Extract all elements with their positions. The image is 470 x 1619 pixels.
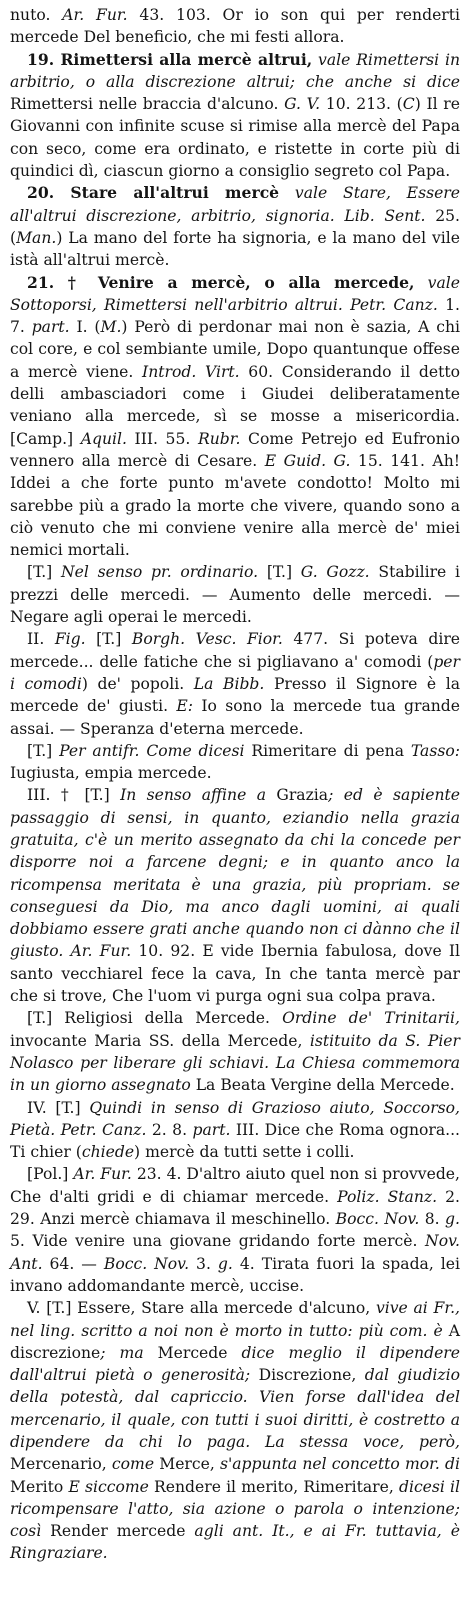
- text-run: vive ai Fr., nel ling. scritto a noi non è morto in tutto: più com. è: [10, 1299, 460, 1340]
- text-run: Presso il Signore è la mercede de' giusti.: [10, 674, 461, 716]
- text-run: E Guid. G.: [264, 451, 351, 470]
- text-run: Bocc. Nov.: [103, 1254, 190, 1273]
- text-run: E siccome: [68, 1477, 149, 1496]
- text-run: ) mercè da tutti sette i colli.: [134, 1143, 355, 1162]
- text-run: 2. 8.: [146, 1120, 193, 1139]
- entry-paragraph-p_t3: [10, 1007, 460, 1096]
- text-run: 10. 92. E vide Ibernia fabulosa, dove Il santo vecchiarel fece la cava, In che tanta mercè par che si trove, Che l'uom vi purga ogni sua colpa prava.: [10, 942, 460, 1006]
- text-run: Mercede: [143, 1343, 242, 1362]
- text-run: M.: [100, 318, 122, 337]
- text-run: ) de' popoli.: [81, 674, 194, 693]
- text-run: ) La mano del forte ha signoria, e la mano del vile istà all'altrui mercè.: [10, 228, 460, 270]
- text-run: Poliz. Stanz.: [337, 1187, 438, 1206]
- text-run: Bocc. Nov.: [335, 1210, 420, 1229]
- text-run: [T.]: [27, 563, 61, 582]
- text-run: 4. Tirata fuori la spada, lei invano addomandante mercè, uccise.: [10, 1254, 460, 1295]
- text-run: 8.: [419, 1210, 446, 1229]
- text-run: A discrezione: [10, 1321, 461, 1362]
- text-run: Discrezione,: [250, 1366, 365, 1385]
- text-run: 21. † Venire a mercè, o alla mercede,: [27, 272, 415, 292]
- text-run: come: [111, 1455, 155, 1474]
- text-run: chiede: [81, 1143, 135, 1162]
- text-run: Render mercede: [41, 1522, 195, 1541]
- text-run: Ar. Fur.: [62, 6, 128, 24]
- text-run: 25. (: [10, 206, 460, 247]
- text-run: V. [T.] Essere, Stare alla mercede d'alcuno,: [27, 1299, 376, 1318]
- text-run: IV. [T.]: [27, 1098, 90, 1117]
- text-run: Io sono la mercede tua grande assai. — Speranza d'eterna mercede.: [10, 697, 460, 738]
- text-run: part.: [31, 318, 70, 337]
- entry-paragraph-pII: [10, 628, 460, 739]
- text-run: Rendere il merito, Rimeritare,: [148, 1477, 399, 1496]
- entry-paragraph-p_t1: [10, 561, 460, 628]
- text-run: II.: [27, 630, 55, 649]
- text-run: ) Però di perdonar mai non è sazia, A chi col core, e col sembiante umile, Dopo quantunque offese a mercè viene.: [10, 318, 460, 381]
- text-run: Nel senso pr. ordinario.: [60, 563, 259, 582]
- entry-paragraph-p0: [10, 4, 460, 49]
- entry-paragraph-pV: [10, 1297, 460, 1565]
- text-run: III. † [T.]: [27, 786, 121, 805]
- text-run: part.: [192, 1120, 231, 1139]
- text-run: Introd. Virt.: [142, 362, 240, 381]
- entry-paragraph-p21: [10, 272, 460, 562]
- text-run: G. Gozz.: [300, 563, 370, 582]
- text-run: Per antifr. Come dicesi: [59, 741, 245, 760]
- text-run: Iugiusta, empia mercede.: [10, 764, 212, 783]
- text-run: 64. —: [42, 1254, 104, 1273]
- text-run: Grazia: [266, 786, 329, 805]
- text-run: G. V.: [284, 95, 321, 114]
- text-run: E:: [176, 697, 194, 716]
- text-run: 10. 213. (: [320, 95, 403, 114]
- text-run: Petr. Canz.: [60, 1120, 147, 1139]
- text-run: istituito da S. Pier Nolasco per liberare gli schiavi. La Chiesa commemora in un giorno assegnato: [10, 1031, 460, 1095]
- entry-paragraph-p19: [10, 49, 460, 183]
- text-run: 2. 29. Anzi mercè chiamava il meschinello.: [10, 1187, 460, 1229]
- text-run: I. (: [69, 318, 101, 337]
- text-run: Aquil.: [80, 429, 127, 448]
- text-run: La Beata Vergine della Mercede.: [190, 1076, 455, 1095]
- text-run: In senso affine a: [120, 786, 266, 805]
- text-run: Merce,: [154, 1455, 220, 1474]
- text-run: [T.] Religiosi della Mercede.: [27, 1009, 283, 1028]
- text-run: vale Stare, Essere all'altrui discrezione, arbitrio, signoria. Lib. Sent.: [10, 184, 460, 225]
- text-run: Quindi in senso di: [89, 1098, 243, 1117]
- text-run: vale Sottoporsi, Rimettersi nell'arbitrio altrui. Petr. Canz.: [10, 273, 460, 314]
- entry-paragraph-p_pol: [10, 1163, 460, 1297]
- text-run: 15. 141. Ah! Iddei a che forte punto m'avete condotto! Molto mi sarebbe più a grado la morte che vivere, quando sono a ciò venuto che mi conviene venire alla mercè de' miei nemici mortali.: [10, 451, 460, 560]
- text-run: 5. Vide venire una giovane gridando forte mercè.: [10, 1232, 426, 1251]
- text-run: III. Dice che Roma ognora... Ti chier (: [10, 1120, 460, 1162]
- text-run: Come Petrejo ed Eufronio vennero alla mercè di Cesare.: [10, 429, 461, 470]
- text-run: Grazioso aiuto, Soccorso, Pietà.: [10, 1098, 460, 1139]
- text-run: Rubr.: [197, 429, 241, 448]
- text-run: ) Il re Giovanni con infinite scuse si rimise alla mercè del Papa con seco, come era ordinato, e ristette in corte più di quindici dì, ciascun giorno a consiglio segreto col Papa.: [10, 95, 460, 181]
- text-run: nuto.: [10, 6, 63, 24]
- text-run: per i comodi: [10, 652, 460, 693]
- entry-paragraph-p20: [10, 182, 460, 271]
- text-run: Merito: [10, 1477, 69, 1496]
- text-run: Stabilire i prezzi delle mercedi. — Aumento delle mercedi. — Negare agli operai le mercedi.: [10, 563, 460, 627]
- text-run: dice meglio il dipendere dall'altrui pietà o generosità;: [10, 1343, 460, 1385]
- text-run: 60. Considerando il detto delli ambasciadori come i Giudei deliberatamente veniano alla mercede, sì se mosse a misericordia. [Camp.]: [10, 362, 460, 448]
- text-run: [T.]: [258, 563, 301, 582]
- text-run: invocante Maria SS. della Mercede,: [10, 1031, 310, 1050]
- text-run: 19. Rimettersi alla mercè altrui,: [27, 49, 313, 69]
- text-run: Mercenario,: [10, 1455, 112, 1474]
- text-run: Ringraziare.: [10, 1544, 108, 1563]
- text-run: Rimeritare di pena: [244, 741, 411, 760]
- text-run: g.: [217, 1254, 233, 1273]
- text-run: dicesi il ricompensare l'atto, sia azione o parola o intenzione; così: [10, 1477, 461, 1541]
- text-run: vale Rimettersi in arbitrio, o alla discrezione altrui; che anche si dice: [10, 50, 461, 91]
- text-run: 3.: [189, 1254, 218, 1273]
- text-run: 477. Si poteva dire mercede... delle fatiche che si pigliavano a' comodi (: [10, 630, 460, 671]
- entry-paragraph-p_t2: [10, 740, 460, 785]
- text-run: Ar. Fur.: [73, 1165, 132, 1184]
- text-run: [T.]: [85, 630, 132, 649]
- text-run: 43. 103. Or io son qui per renderti mercede Del beneficio, che mi festi allora.: [10, 6, 460, 47]
- text-run: La Bibb.: [193, 674, 265, 693]
- text-run: ; ed è sapiente passaggio di sensi, in quanto, eziandio nella grazia gratuita, c'è un merito assegnato da chi la concede per disporre noi a farcene degni; e in quanto anco la ricompensa meritata è una grazia, più propriam. se conseguesi da Dio, ma anco dagli uomini, ai quali dobbiamo essere grati anche quando non ci dànno che il giusto. Ar. Fur.: [10, 786, 460, 961]
- text-run: ; ma: [100, 1343, 144, 1362]
- text-run: 20. Stare all'altrui mercè: [27, 183, 280, 203]
- text-run: Ordine de' Trinitarii,: [282, 1009, 460, 1028]
- text-run: 1. 7.: [10, 295, 460, 337]
- text-run: dal giudizio della potestà, dal capriccio. Vien forse dall'idea del mercenario, il quale, con tutti i suoi diritti, è costretto a dipendere da chi lo paga. La stessa voce, però,: [10, 1366, 460, 1451]
- text-run: Tasso:: [410, 741, 460, 760]
- text-run: Nov. Ant.: [10, 1232, 460, 1273]
- entry-paragraph-pIII: [10, 784, 460, 1007]
- text-run: Rimettersi nelle braccia d'alcuno.: [10, 95, 285, 114]
- text-run: Fig.: [54, 630, 86, 649]
- text-run: III. 55.: [126, 429, 198, 448]
- text-run: agli ant. It., e ai Fr. tuttavia, è: [194, 1522, 460, 1541]
- text-run: s'appunta nel concetto mor. di: [219, 1455, 460, 1474]
- text-run: 23. 4. D'altro aiuto quel non si provvede, Che d'alti gridi e di chiamar mercede.: [10, 1165, 460, 1206]
- text-run: [Pol.]: [27, 1165, 74, 1184]
- entry-paragraph-pIV: [10, 1097, 460, 1164]
- text-run: Borgh. Vesc. Fior.: [131, 630, 283, 649]
- text-run: Man.: [16, 228, 57, 247]
- text-run: [T.]: [27, 741, 60, 760]
- text-run: C: [402, 95, 415, 114]
- text-run: g.: [445, 1210, 460, 1229]
